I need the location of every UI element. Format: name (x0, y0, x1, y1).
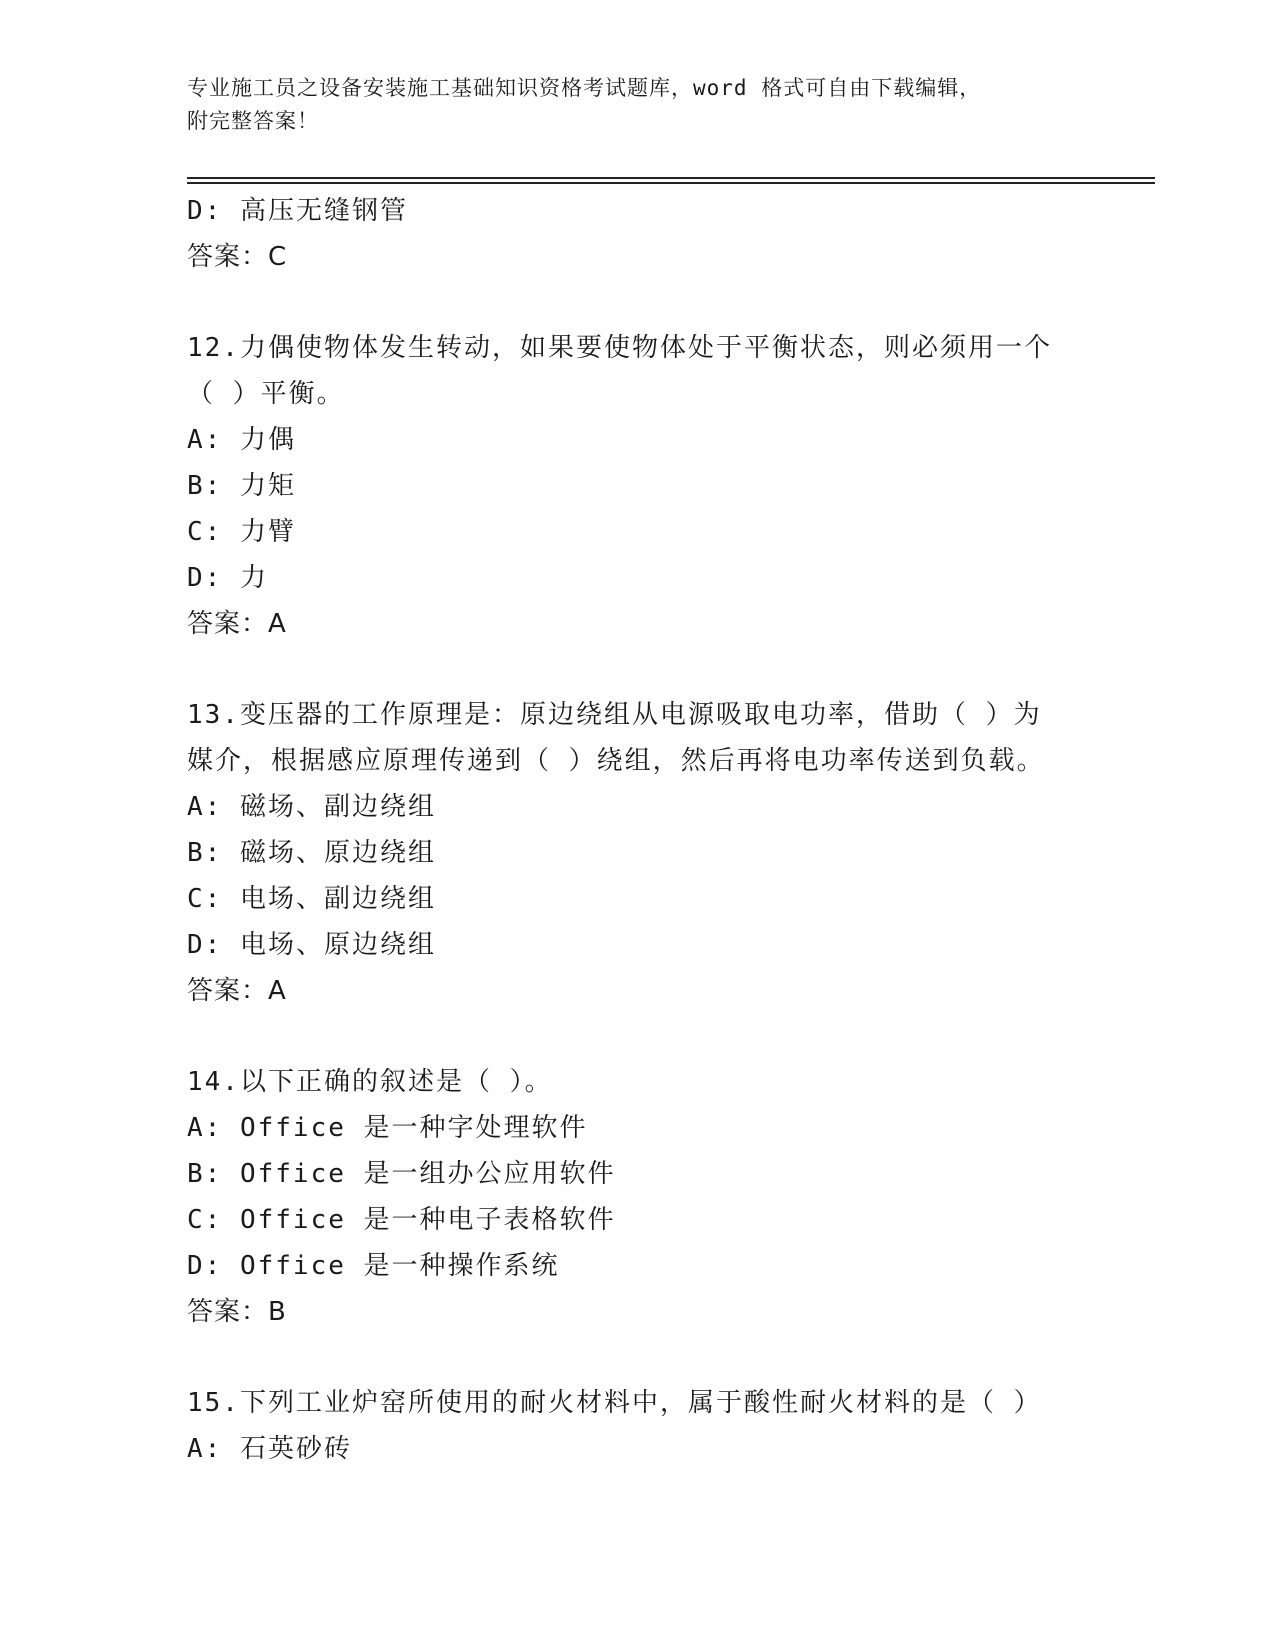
header-line-2: 附完整答案！ (187, 109, 319, 133)
answer: 答案：C (187, 242, 288, 272)
option-b: B: 磁场、原边绕组 (187, 838, 436, 868)
answer: 答案：B (187, 1297, 287, 1327)
option-d: D: Office 是一种操作系统 (187, 1251, 560, 1281)
question-12 (187, 325, 1087, 647)
question-title: 13.变压器的工作原理是：原边绕组从电源吸取电功率，借助（ ）为 (187, 700, 1042, 730)
spacer (187, 1014, 1087, 1059)
question-content (187, 188, 1087, 1472)
option-c: C: 力臂 (187, 517, 296, 547)
spacer (187, 647, 1087, 692)
spacer (187, 280, 1087, 325)
question-title-cont: 媒介，根据感应原理传递到（ ）绕组，然后再将电功率传送到负载。 (187, 746, 1045, 776)
option-b: B: Office 是一组办公应用软件 (187, 1159, 616, 1189)
answer: 答案：A (187, 976, 287, 1006)
answer: 答案：A (187, 609, 287, 639)
option-b: B: 力矩 (187, 471, 296, 501)
question-title-cont: （ ）平衡。 (187, 379, 345, 409)
option-c: C: 电场、副边绕组 (187, 884, 436, 914)
option-c: C: Office 是一种电子表格软件 (187, 1205, 616, 1235)
header-rule-bottom (187, 182, 1155, 184)
question-title: 15.下列工业炉窑所使用的耐火材料中，属于酸性耐火材料的是（ ） (187, 1388, 1042, 1418)
option-a: A: 磁场、副边绕组 (187, 792, 436, 822)
question-title: 12.力偶使物体发生转动，如果要使物体处于平衡状态，则必须用一个 (187, 333, 1052, 363)
option-a: A: Office 是一种字处理软件 (187, 1113, 588, 1143)
question-14 (187, 1059, 1087, 1335)
header-line-1: 专业施工员之设备安装施工基础知识资格考试题库，word 格式可自由下载编辑， (187, 76, 982, 100)
question-title: 14.以下正确的叙述是（ ）。 (187, 1067, 553, 1097)
option-a: A: 石英砂砖 (187, 1434, 352, 1464)
spacer (187, 1335, 1087, 1380)
question-13 (187, 692, 1087, 1014)
question-15 (187, 1380, 1087, 1472)
header-rule-top (187, 177, 1155, 179)
option-a: A: 力偶 (187, 425, 296, 455)
option-d: D: 高压无缝钢管 (187, 196, 408, 226)
option-d: D: 力 (187, 563, 268, 593)
document-header (187, 72, 1087, 138)
option-d: D: 电场、原边绕组 (187, 930, 436, 960)
